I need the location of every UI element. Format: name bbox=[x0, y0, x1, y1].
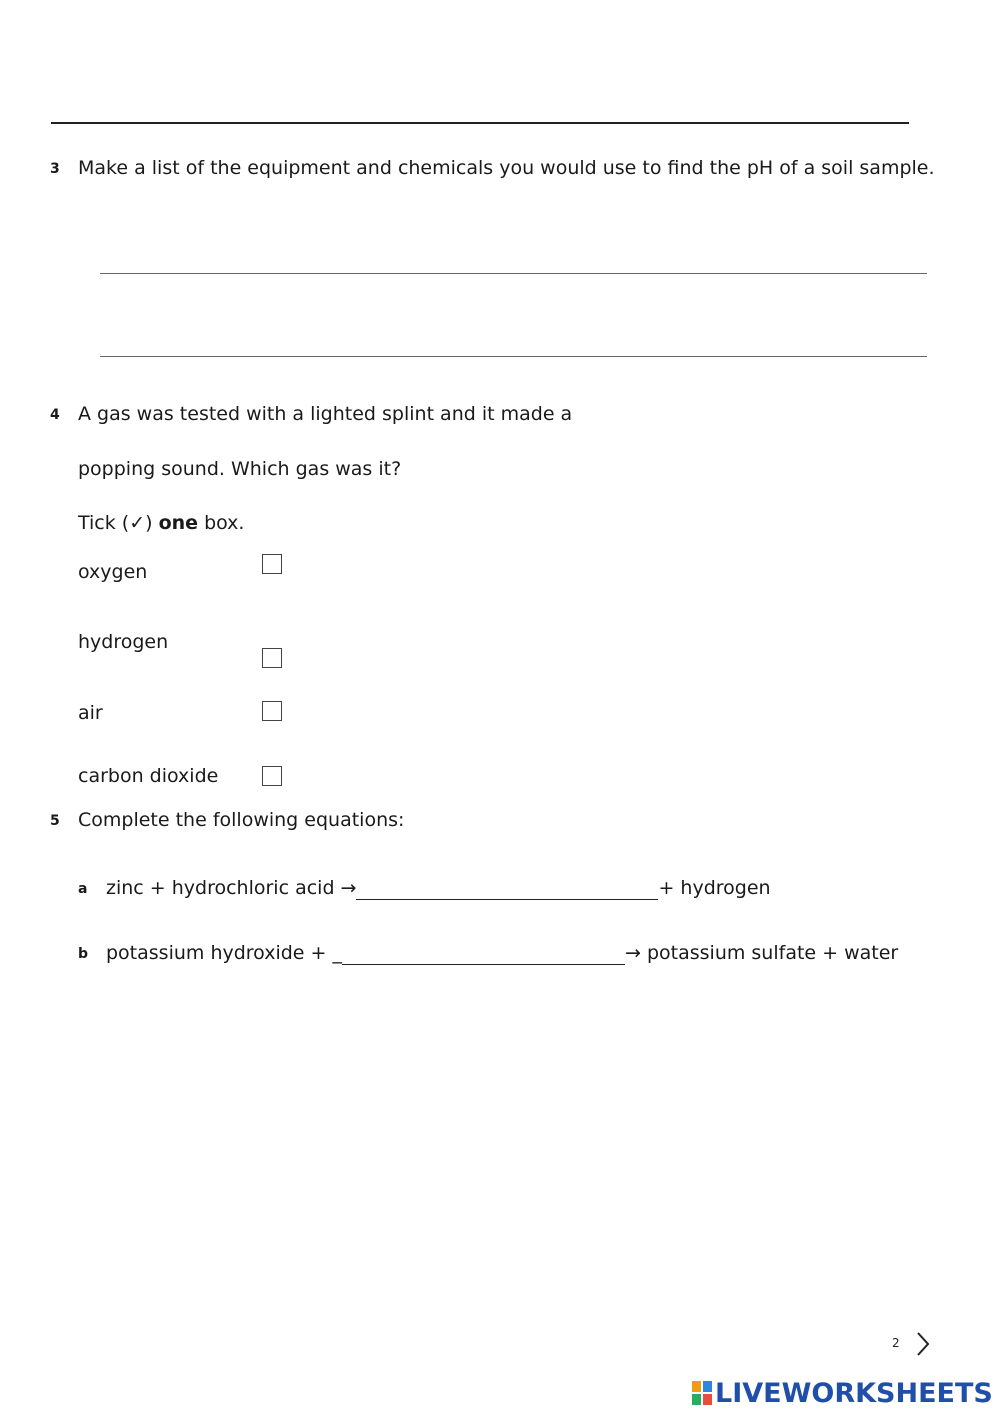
instruction-bold-word: one bbox=[158, 512, 199, 534]
equation-b-before: potassium hydroxide + _ bbox=[106, 942, 342, 964]
option-air-label: air bbox=[78, 702, 103, 724]
option-carbon-dioxide-checkbox[interactable] bbox=[262, 766, 282, 786]
option-oxygen-checkbox[interactable] bbox=[262, 554, 282, 574]
option-oxygen-label: oxygen bbox=[78, 561, 148, 583]
page-number: 2 bbox=[892, 1336, 900, 1350]
question-4-text-line-1: A gas was tested with a lighted splint and it made a bbox=[78, 403, 573, 425]
equation-b-answer-field[interactable] bbox=[342, 942, 625, 965]
option-air-checkbox[interactable] bbox=[262, 701, 282, 721]
liveworksheets-logo-text: LIVEWORKSHEETS bbox=[715, 1377, 993, 1409]
liveworksheets-logo-mark-icon bbox=[692, 1381, 712, 1405]
option-carbon-dioxide-label: carbon dioxide bbox=[78, 765, 219, 787]
option-hydrogen-checkbox[interactable] bbox=[262, 648, 282, 668]
instruction-prefix: Tick (✓) bbox=[78, 512, 159, 534]
equation-b-after: → potassium sulfate + water bbox=[625, 942, 899, 964]
instruction-suffix: box. bbox=[198, 512, 245, 534]
question-3-answer-line-1[interactable] bbox=[100, 249, 927, 274]
question-3-number: 3 bbox=[50, 161, 60, 177]
question-5-number: 5 bbox=[50, 813, 60, 829]
question-3-text: Make a list of the equipment and chemicals you would use to find the pH of a soil sample. bbox=[78, 157, 935, 179]
question-4-instruction bbox=[78, 511, 244, 535]
equation-a-letter: a bbox=[78, 881, 88, 897]
equation-a bbox=[106, 876, 771, 900]
liveworksheets-logo bbox=[692, 1376, 993, 1410]
question-3-answer-line-2[interactable] bbox=[100, 332, 927, 357]
equation-b bbox=[106, 941, 898, 965]
chevron-right-icon[interactable] bbox=[910, 1330, 934, 1358]
equation-a-after: + hydrogen bbox=[658, 877, 771, 899]
equation-b-letter: b bbox=[78, 946, 89, 962]
question-5-text: Complete the following equations: bbox=[78, 809, 405, 831]
equation-a-answer-field[interactable] bbox=[356, 877, 658, 900]
top-divider bbox=[51, 122, 909, 124]
question-4-text-line-2: popping sound. Which gas was it? bbox=[78, 458, 402, 480]
option-hydrogen-label: hydrogen bbox=[78, 631, 169, 653]
equation-a-before: zinc + hydrochloric acid → bbox=[106, 877, 357, 899]
question-4-number: 4 bbox=[50, 407, 60, 423]
